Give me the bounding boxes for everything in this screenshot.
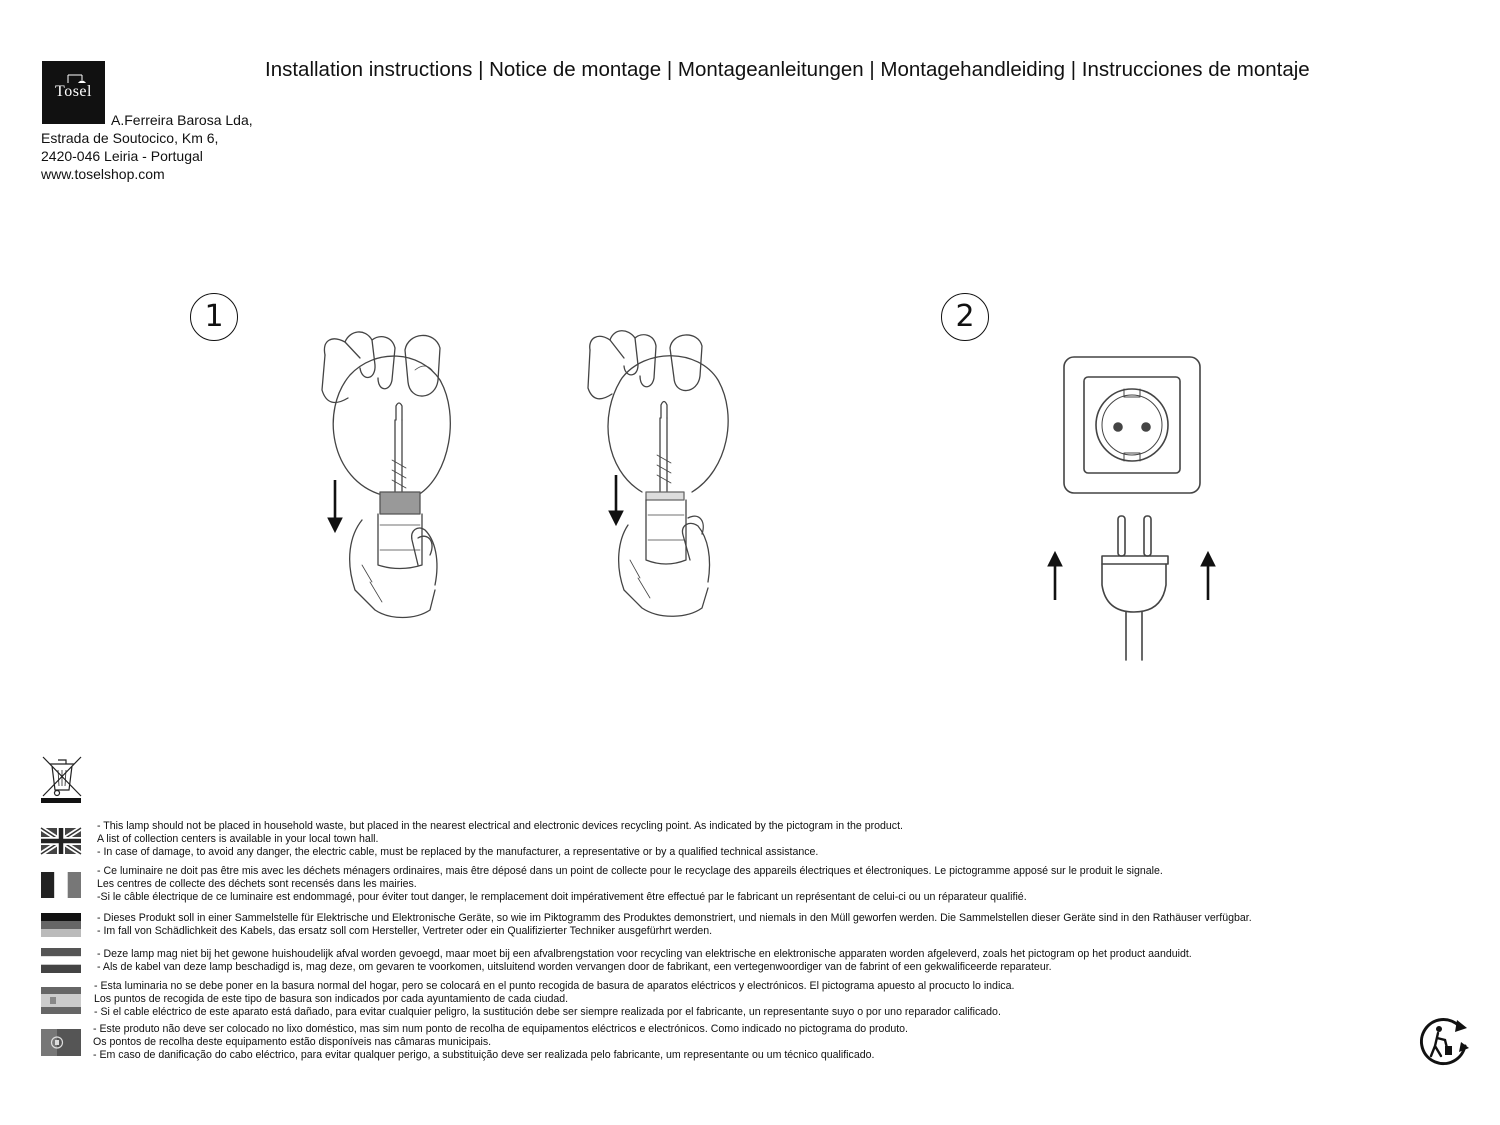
arrow-down-icon — [609, 475, 623, 525]
page-title: Installation instructions | Notice de montage | Montageanleitungen | Montagehandleiding | Instrucciones de montaje — [265, 58, 1310, 81]
bulb-install-illustration-b — [580, 320, 750, 630]
notice-es-line-1: - Esta luminaria no se debe poner en la basura normal del hogar, pero se colocará en el punto recogida de basura de aparatos eléctricos y electrónicos. El pictograma apuesto al procucto lo indica. — [94, 980, 1015, 992]
recycling-person-icon — [1419, 1016, 1471, 1066]
notice-pt-line-3: - Em caso de danificação do cabo eléctrico, para evitar qualquer perigo, a substituição deve ser realizada pelo fabricante, um representante ou um técnico qualificado. — [93, 1049, 875, 1061]
address-city: 2420-046 Leiria - Portugal — [41, 148, 203, 164]
address-website[interactable]: www.toselshop.com — [41, 166, 165, 182]
notice-pt-line-2: Os pontos de recolha deste equipamento estão disponíveis nas câmaras municipais. — [93, 1036, 492, 1048]
notice-es-line-3: - Si el cable eléctrico de este aparato está dañado, para evitar cualquier peligro, la sustitución debe ser siempre realizada por el fabricante, un representante suyo o por uno reparador calificado. — [94, 1006, 1001, 1018]
flag-germany-icon — [41, 913, 81, 937]
notice-de-line-2: - Im fall von Schädlichkeit des Kabels, das ersatz soll com Hersteller, Vertreter oder ein Qualifizierter Techniker ausgefürhrt werden. — [97, 925, 713, 937]
arrow-up-icon — [1201, 552, 1215, 600]
step-2-badge: 2 — [941, 293, 989, 341]
arrow-down-icon — [328, 480, 342, 532]
crossed-out-wheelie-bin-icon — [40, 754, 84, 804]
flag-netherlands-icon — [41, 948, 81, 973]
flag-portugal-icon — [41, 1029, 81, 1056]
flag-france-icon — [41, 872, 81, 898]
plug-pin-right — [1144, 516, 1151, 556]
notice-fr-line-3: -Si le câble électrique de ce luminaire est endommagé, pour éviter tout danger, le remplacement doit impérativement être effectué par le fabricant un représentant de celui-ci ou un réparateur qualifié. — [97, 891, 1027, 903]
bulb-install-illustration-a — [300, 320, 470, 630]
step-1-badge: 1 — [190, 293, 238, 341]
notice-fr-line-1: - Ce luminaire ne doit pas être mis avec les déchets ménagers ordinaires, mais être déposé dans un point de collecte pour le recyclage des appareils électriques et électroniques. Le pictogramme apposé sur le produit le signale. — [97, 865, 1163, 877]
notice-nl-line-1: - Deze lamp mag niet bij het gewone huishoudelijk afval worden gevoegd, maar moet bij een afvalbrengstation voor recycling van elektrische en elektronische apparaten worden afgeleverd, zoals het pictogram op het product aanduidt. — [97, 948, 1192, 960]
notice-en-line-1: - This lamp should not be placed in household waste, but placed in the nearest electrical and electronic devices recycling point. As indicated by the pictogram in the product. — [97, 820, 903, 832]
notice-de-line-1: - Dieses Produkt soll in einer Sammelstelle für Elektrische und Elektronische Geräte, so wie im Piktogramm des Produktes demonstriert, und niemals in den Müll geworfen werden. Die Sammelstellen dieser Geräte sind in den Rathäuser verfügbar. — [97, 912, 1252, 924]
logo-text: Tosel — [55, 83, 92, 100]
arrow-up-icon — [1048, 552, 1062, 600]
address-company: A.Ferreira Barosa Lda, — [111, 112, 253, 128]
socket-icon — [1096, 389, 1168, 461]
notice-pt-line-1: - Este produto não deve ser colocado no lixo doméstico, mas sim num ponto de recolha de equipamentos eléctricos e electrónicos. Como indicado no pictograma do produto. — [93, 1023, 908, 1035]
notice-en-line-3: - In case of damage, to avoid any danger, the electric cable, must be replaced by the manufacturer, a representative or by a qualified technical assistance. — [97, 846, 819, 858]
plug-body — [1102, 564, 1166, 612]
notice-es-line-2: Los puntos de recogida de este tipo de basura son indicados por cada ayuntamiento de cada ciudad. — [94, 993, 569, 1005]
plug-pin-left — [1118, 516, 1125, 556]
address-street: Estrada de Soutocico, Km 6, — [41, 130, 219, 146]
notice-en-line-2: A list of collection centers is available in your local town hall. — [97, 833, 379, 845]
notice-nl-line-2: - Als de kabel van deze lamp beschadigd is, mag deze, om gevaren te voorkomen, uitsluitend worden vervangen door de fabrikant, een vertegenwoordiger van de fabrint of een gekwalificeerde reparateur. — [97, 961, 1052, 973]
flag-uk-icon — [41, 828, 81, 854]
flag-spain-icon — [41, 987, 81, 1014]
brand-logo — [42, 61, 105, 124]
notice-fr-line-2: Les centres de collecte des déchets sont recensés dans les mairies. — [97, 878, 417, 890]
socket-and-plug-illustration — [1040, 350, 1230, 670]
